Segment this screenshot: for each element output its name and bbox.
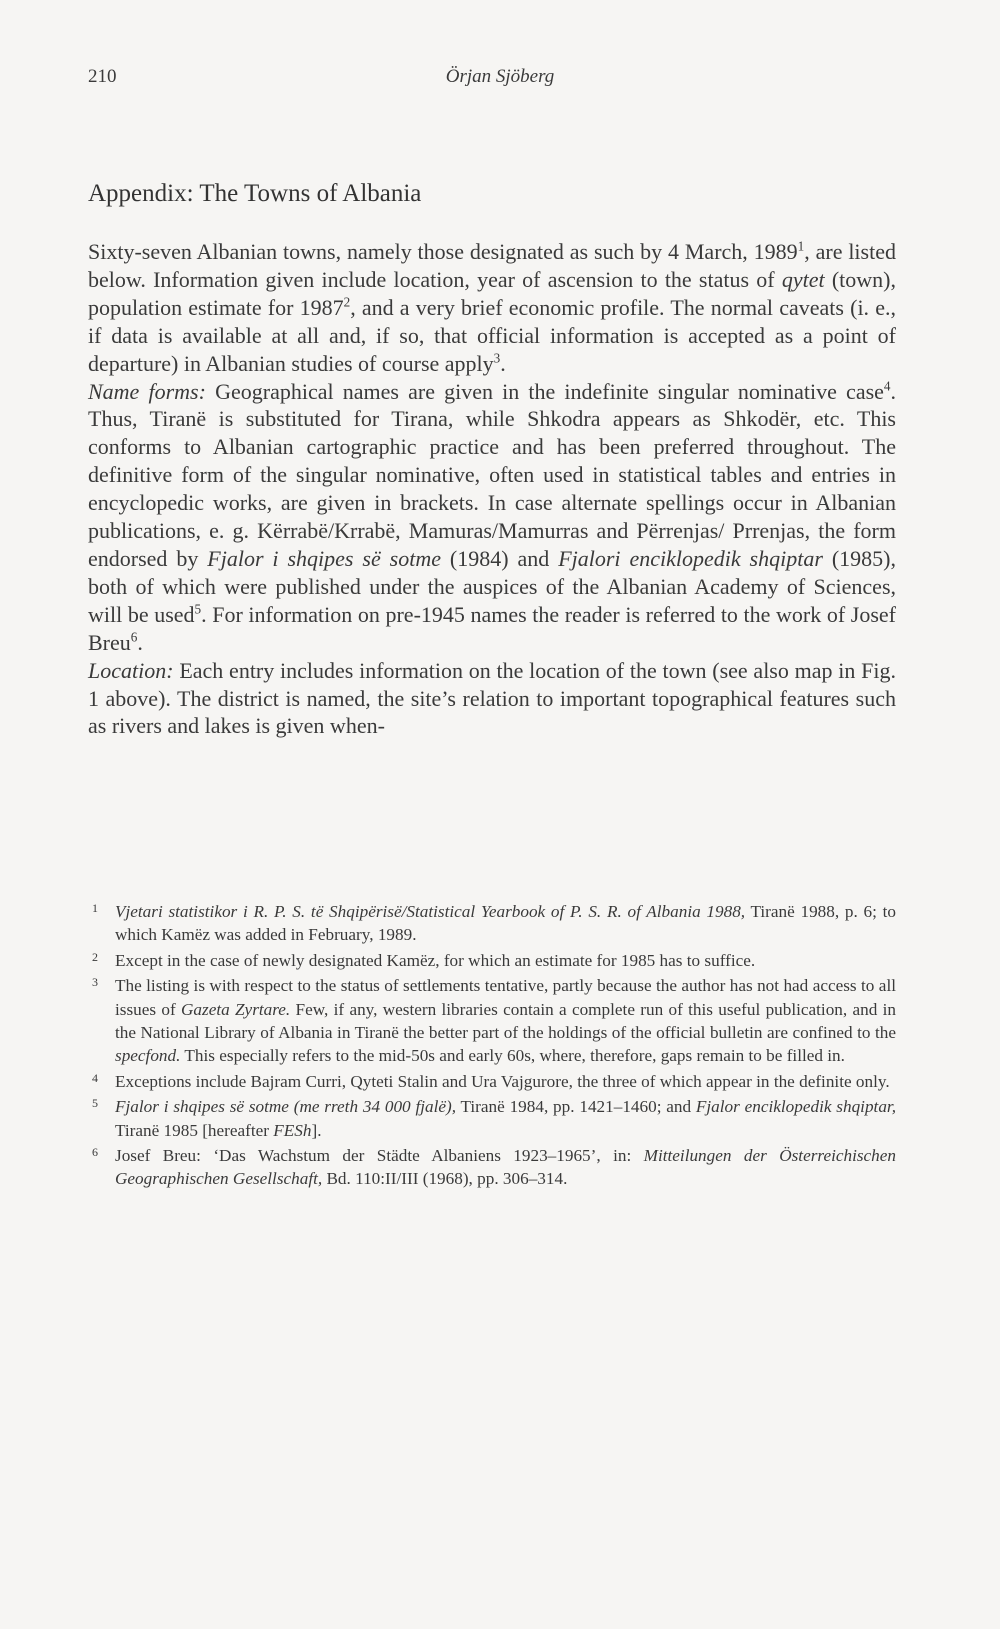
footnote-text: This especially refers to the mid-50s and early 60s, where, therefore, gaps remain to be filled in.: [180, 1046, 845, 1066]
footnote-text: Tiranë 1985 [hereafter: [115, 1120, 274, 1140]
footnote-4: [88, 1070, 896, 1093]
footnote-text: ].: [311, 1120, 322, 1140]
running-head-author: Örjan Sjöberg: [445, 66, 555, 87]
footnote-italic: FESh: [273, 1120, 312, 1140]
footnote-italic: Gazeta Zyrtare.: [181, 999, 291, 1019]
footnote-5: [88, 1095, 896, 1142]
footnote-italic: Mitteilungen der Österreichischen Geographischen Gesellschaft,: [115, 1146, 896, 1189]
footnote-number: 3: [92, 975, 98, 990]
footnote-number: 4: [92, 1070, 98, 1085]
footnote-text: Josef Breu: ‘Das Wachstum der Städte Albaniens 1923–1965’, in:: [115, 1146, 644, 1166]
text-run: (1985), both of which were published under the auspices of the Albanian Academy of Sciences, will be used: [88, 545, 896, 627]
footnote-number: 5: [92, 1096, 98, 1111]
footnote-2: [88, 949, 896, 972]
text-run: .: [137, 629, 143, 655]
work-title-fjalori: Fjalori enciklopedik shqiptar: [558, 545, 823, 571]
footnote-ref-4: 4: [883, 378, 891, 394]
footnote-ref-5: 5: [194, 601, 202, 617]
running-head: [88, 66, 912, 96]
footnote-ref-2: 2: [343, 294, 351, 310]
footnote-italic: Fjalor i shqipes së sotme (me rreth 34 000 fjalë),: [115, 1097, 457, 1117]
footnote-text: Few, if any, western libraries contain a complete run of this useful publication, and in the National Library of Albania in Tiranë the better part of the holdings of the official bulletin are confined to the: [115, 999, 896, 1043]
footnote-text: The listing is with respect to the status of settlements tentative, partly because the author has not had access to all issues of: [115, 976, 896, 1019]
footnote-ref-3: 3: [493, 350, 501, 366]
footnote-number: 1: [92, 901, 98, 915]
footnote-italic: Fjalor enciklopedik shqiptar,: [695, 1097, 896, 1117]
text-run: Sixty-seven Albanian towns, namely those designated as such by 4 March, 1989: [88, 239, 798, 264]
footnote-ref-6: 6: [130, 629, 138, 645]
page-number: 210: [88, 66, 117, 87]
term-qytet: qytet: [781, 266, 825, 292]
footnote-italic: Vjetari statistikor i R. P. S. të Shqipërisë/Statistical Yearbook of P. S. R. of Albania 1988,: [115, 902, 746, 921]
subheading-location: Location:: [88, 657, 174, 683]
text-run: (1984) and: [440, 545, 559, 571]
section-heading: Appendix: The Towns of Albania: [88, 180, 422, 207]
paragraph-location: [88, 657, 896, 741]
footnote-text: Bd. 110:II/III (1968), pp. 306–314.: [322, 1169, 568, 1189]
footnote-6: [88, 1144, 896, 1191]
text-run: Each entry includes information on the location of the town (see also map in Fig. 1 above). The district is named, the site’s relation to important topographical features such as rivers and lakes is given when-: [88, 657, 896, 739]
paragraph-name-forms: [88, 378, 896, 657]
text-run: .: [500, 350, 506, 376]
footnotes: [88, 900, 896, 1193]
footnote-text: Exceptions include Bajram Curri, Qyteti Stalin and Ura Vajgurore, the three of which appear in the definite only.: [115, 1071, 890, 1091]
text-run: . For information on pre-1945 names the reader is referred to the work of Josef Breu: [88, 601, 896, 655]
footnote-text: Tiranë 1988, p. 6; to which Kamëz was added in February, 1989.: [115, 902, 896, 945]
footnote-italic: specfond.: [115, 1046, 181, 1066]
footnote-number: 2: [92, 949, 98, 964]
footnote-3: [88, 974, 896, 1068]
footnote-text: Except in the case of newly designated Kamëz, for which an estimate for 1985 has to suffice.: [115, 950, 756, 970]
subheading-name-forms: Name forms:: [88, 378, 206, 404]
text-run: , and a very brief economic profile. The normal caveats (i. e., if data is available at all and, if so, that official information is accepted as a point of departure) in Albanian studies of course apply: [88, 294, 896, 376]
footnote-number: 6: [92, 1145, 98, 1160]
text-run: , are listed below. Information given include location, year of ascension to the status of: [88, 239, 896, 292]
body-text: [88, 238, 896, 740]
footnote-ref-1: 1: [797, 238, 805, 254]
text-run: (town), population estimate for 1987: [88, 266, 896, 320]
paragraph-intro: [88, 238, 896, 378]
work-title-fjalor: Fjalor i shqipes së sotme: [207, 545, 441, 571]
text-run: . Thus, Tiranë is substituted for Tirana, while Shkodra appears as Shkodër, etc. This conforms to Albanian cartographic practice and has been preferred throughout. The definitive form of the singular nominative, often used in statistical tables and entries in encyclopedic works, are given in brackets. In case alternate spellings occur in Albanian publications, e. g. Kërrabë/Krrabë, Mamuras/Mamurras and Përrenjas/ Prrenjas, the form endorsed by: [88, 378, 897, 571]
footnote-1: [88, 900, 896, 947]
text-run: Geographical names are given in the indefinite singular nominative case: [205, 378, 884, 404]
footnote-text: Tiranë 1984, pp. 1421–1460; and: [456, 1097, 696, 1117]
